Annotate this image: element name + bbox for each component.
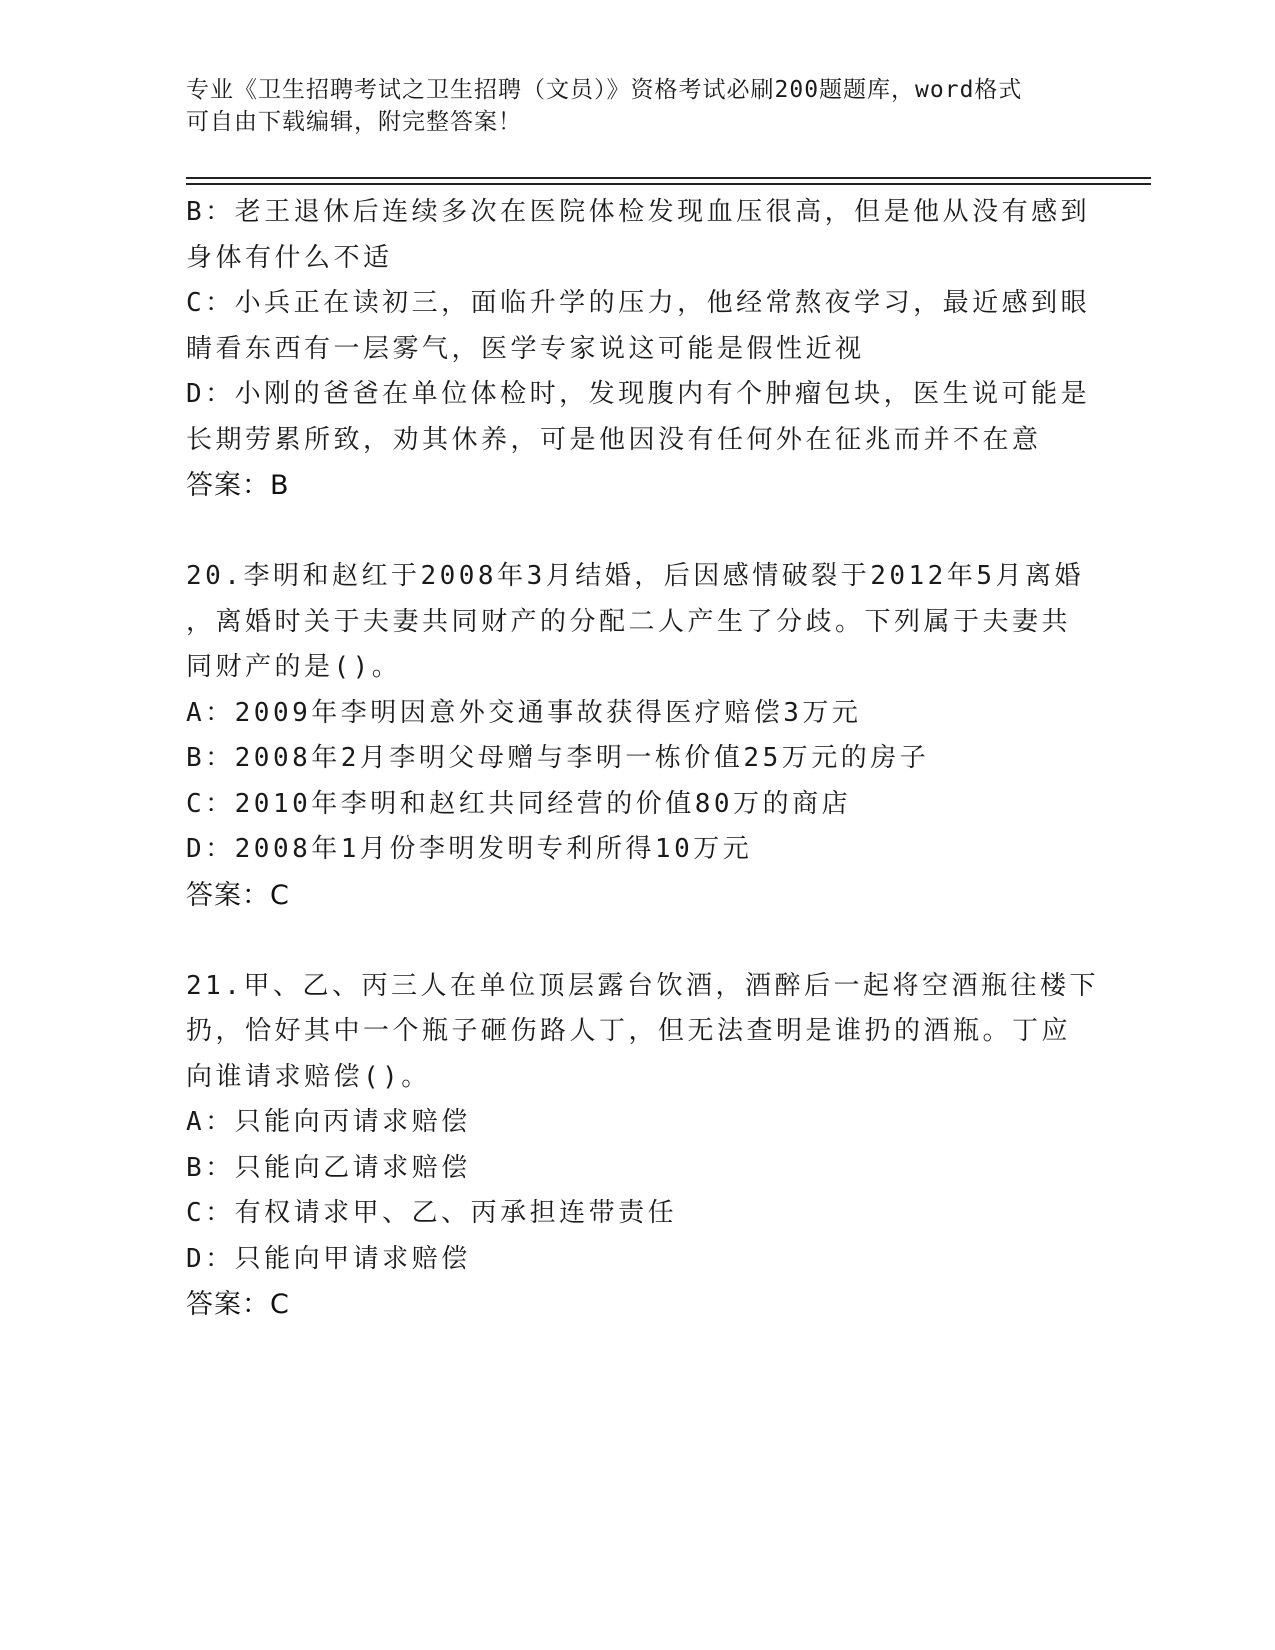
question-21-option-a: A：只能向丙请求赔偿	[186, 1107, 471, 1137]
question-20-stem-line-2: ，离婚时关于夫妻共同财产的分配二人产生了分歧。下列属于夫妻共	[186, 606, 1072, 637]
question-20-stem-line-1: 20.李明和赵红于2008年3月结婚，后因感情破裂于2012年5月离婚	[186, 561, 1084, 591]
header-divider-top	[186, 177, 1151, 179]
question-20-option-b: B：2008年2月李明父母赠与李明一栋价值25万元的房子	[186, 743, 930, 773]
spacer	[186, 509, 1086, 555]
question-20-option-a: A：2009年李明因意外交通事故获得医疗赔偿3万元	[186, 697, 862, 728]
option-d-line-2: 长期劳累所致，劝其休养，可是他因没有任何外在征兆而并不在意	[186, 424, 1042, 455]
question-20-option-c: C：2010年李明和赵红共同经营的价值80万的商店	[186, 788, 852, 819]
question-21-option-d: D：只能向甲请求赔偿	[186, 1243, 471, 1274]
previous-question-block	[186, 190, 1091, 509]
spacer	[186, 918, 1086, 964]
question-21-stem-line-1: 21.甲、乙、丙三人在单位顶层露台饮酒，酒醉后一起将空酒瓶往楼下	[186, 970, 1099, 1001]
option-b-line-2: 身体有什么不适	[186, 242, 393, 273]
header-title-line-2: 可自由下载编辑，附完整答案！	[186, 109, 522, 135]
question-20-answer: 答案：C	[186, 879, 290, 911]
question-21-option-c: C：有权请求甲、乙、丙承担连带责任	[186, 1198, 678, 1228]
question-21-answer: 答案：C	[186, 1289, 290, 1320]
question-content	[186, 190, 1099, 1328]
question-20-option-d: D：2008年1月份李明发明专利所得10万元	[186, 834, 753, 864]
option-c-line-2: 睛看东西有一层雾气，医学专家说这可能是假性近视	[186, 333, 865, 364]
question-21-option-b: B：只能向乙请求赔偿	[186, 1152, 471, 1183]
header-title-line-1: 专业《卫生招聘考试之卫生招聘（文员）》资格考试必刷200题题库，word格式	[186, 77, 1023, 103]
option-b-line-1: B：老王退休后连续多次在医院体检发现血压很高，但是他从没有感到	[186, 197, 1091, 227]
option-d-line-1: D：小刚的爸爸在单位体检时，发现腹内有个肿瘤包块，医生说可能是	[186, 379, 1091, 409]
question-21-block	[186, 964, 1099, 1328]
answer-line: 答案：B	[186, 470, 290, 501]
header-divider-bottom	[186, 183, 1151, 185]
question-21-stem-line-3: 向谁请求赔偿()。	[186, 1061, 431, 1092]
question-21-stem-line-2: 扔，恰好其中一个瓶子砸伤路人丁，但无法查明是谁扔的酒瓶。丁应	[186, 1016, 1072, 1046]
question-20-block	[186, 554, 1086, 918]
page-header	[186, 74, 1066, 138]
question-20-stem-line-3: 同财产的是()。	[186, 652, 402, 682]
option-c-line-1: C：小兵正在读初三，面临升学的压力，他经常熬夜学习，最近感到眼	[186, 288, 1091, 318]
